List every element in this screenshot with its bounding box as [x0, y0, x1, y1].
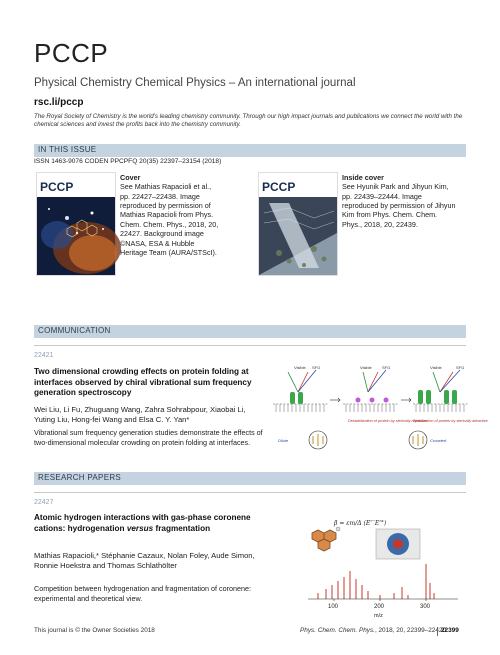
cover-text: See Mathias Rapacioli et al., pp. 22427–22438. Image reproduced by permission of Mathias Rapacioli from Phys. Chem. Chem. Phys., 2018, 20, 22427. Background image ©NASA, ESA & Hubble Heritage Team (AURA/STScI).	[120, 182, 219, 257]
mass-spectrum-graphic	[298, 509, 464, 619]
divider	[34, 345, 466, 346]
article-page-number: 22427	[34, 499, 54, 506]
label-sfg-3: SFG	[456, 365, 465, 370]
inside-cover-text: See Hyunik Park and Jihyun Kim, pp. 22439–22444. Image reproduced by permission of Jihyun Kim from Phys. Chem. Chem. Phys., 2018, 20, 22439.	[342, 182, 456, 229]
cover-caption	[120, 173, 220, 257]
article-title[interactable]: Two dimensional crowding effects on protein folding at interfaces observed by chiral vibrational sum frequency generation spectroscopy	[34, 367, 252, 398]
label-destabilization: Destabilization of protein by sterically repulsive	[348, 419, 427, 423]
issn-line: ISSN 1463-9076 CODEN PPCPFQ 20(35) 22397–23154 (2018)	[34, 158, 222, 165]
inside-cover-heading: Inside cover	[342, 173, 384, 182]
article-title-part: fragmentation	[153, 523, 211, 533]
journal-title: PCCP	[34, 38, 109, 68]
label-stabilization: Stabilization of protein by sterically attractive	[413, 419, 488, 423]
section-bar-research-papers	[34, 472, 466, 485]
section-label: COMMUNICATION	[38, 326, 111, 335]
section-label: IN THIS ISSUE	[38, 145, 97, 154]
article-authors: Mathias Rapacioli,* Stéphanie Cazaux, Nolan Foley, Aude Simon, Ronnie Hoekstra and Thomas Schlathölter	[34, 551, 255, 571]
article-title-versus: versus	[126, 523, 154, 533]
tick-label: 300	[420, 604, 431, 610]
footer-separator	[437, 627, 438, 636]
article-abstract: Competition between hydrogenation and fragmentation of coronene: experimental and theoretical view.	[34, 584, 251, 603]
section-label: RESEARCH PAPERS	[38, 473, 122, 482]
footer-citation	[300, 627, 446, 634]
article-title-part: Atomic hydrogen interactions with gas-phase coronene cations: hydrogenation	[34, 513, 251, 533]
footer-copyright: This journal is © the Owner Societies 2018	[34, 627, 155, 634]
cover-heading: Cover	[120, 173, 141, 182]
article-authors: Wei Liu, Li Fu, Zhuguang Wang, Zahra Sohrabpour, Xiaobai Li, Yuting Liu, Hong-fei Wang and Elsa C. Y. Yan*	[34, 405, 246, 425]
article-title[interactable]	[34, 513, 259, 534]
communication-graphic	[268, 362, 488, 460]
section-bar-in-this-issue	[34, 144, 466, 157]
inside-cover-caption	[342, 173, 457, 229]
journal-subtitle: Physical Chemistry Chemical Physics – An international journal	[34, 77, 356, 89]
label-dilute: Dilute	[278, 438, 289, 443]
label-visible-2: Visible	[360, 365, 372, 370]
cover-image[interactable]	[36, 172, 116, 276]
rsc-blurb: The Royal Society of Chemistry is the world’s leading chemistry community. Through our high impact journals and publications we connect the world with the chemical sciences and invest the profits back into the chemistry community.	[34, 113, 463, 129]
inside-cover-artwork	[259, 173, 337, 275]
label-crowded: Crowded	[430, 438, 447, 443]
inside-cover-mini-title: PCCP	[262, 180, 296, 194]
x-axis-label: m/z	[374, 613, 383, 619]
label-sfg: SFG	[312, 365, 321, 370]
article-page-number: 22421	[34, 352, 54, 359]
label-visible: Visible	[294, 365, 306, 370]
footer-page-number: 22399	[441, 627, 459, 634]
cover-mini-title: PCCP	[40, 180, 74, 194]
footer-volume: , 2018, 20, 22399–22420	[374, 627, 447, 634]
section-bar-communication	[34, 325, 466, 338]
inside-cover-image[interactable]	[258, 172, 338, 276]
tick-label: 200	[374, 604, 385, 610]
footer-journal: Phys. Chem. Chem. Phys.	[300, 627, 375, 634]
label-visible-3: Visible	[430, 365, 442, 370]
divider	[34, 492, 466, 493]
journal-url[interactable]: rsc.li/pccp	[34, 97, 84, 108]
cover-artwork	[37, 173, 115, 275]
mass-spectrum	[298, 509, 464, 619]
tick-label: 100	[328, 604, 339, 610]
formula: β = εm/Δ (E'‾E'°)	[334, 520, 387, 527]
article-abstract: Vibrational sum frequency generation studies demonstrate the effects of two-dimensional molecular crowding on protein folding at interfaces.	[34, 428, 263, 447]
label-sfg-2: SFG	[382, 365, 391, 370]
sfg-schematic	[268, 362, 488, 460]
